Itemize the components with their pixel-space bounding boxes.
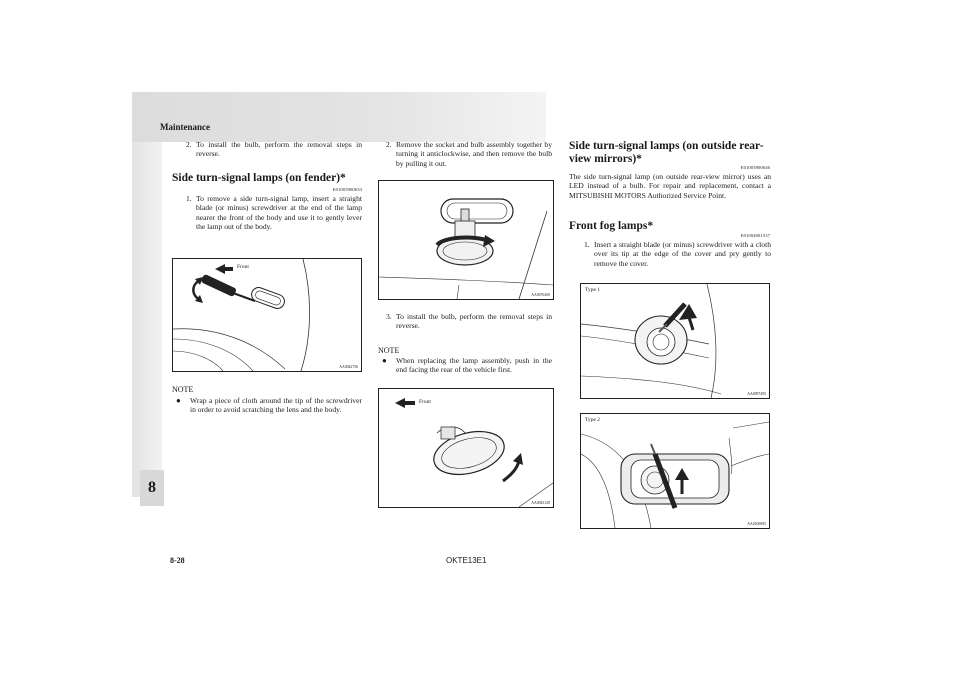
bullet-icon: ● <box>382 356 387 365</box>
chapter-tab: 8 <box>140 470 164 506</box>
section-title: Maintenance <box>160 122 210 132</box>
section-code: E01003900633 <box>332 187 362 192</box>
figure-lamp-install <box>378 388 554 508</box>
note-text: When replacing the lamp assembly, push in the end facing the rear of the vehicle first. <box>396 356 552 375</box>
header-band <box>132 92 546 142</box>
step-number: 1. <box>584 240 590 249</box>
page-number: 8-28 <box>170 556 185 565</box>
mirror-lamp-paragraph: The side turn-signal lamp (on outside rear-view mirror) uses an LED instead of a bulb. For repair and replacement, contact a MITSUBISHI MOTORS Authorized Service Point. <box>569 172 771 200</box>
bullet-icon: ● <box>176 396 181 405</box>
side-band <box>132 142 162 497</box>
figure-fog-type-2 <box>580 413 770 529</box>
left-step-2 <box>186 140 362 159</box>
note-title: NOTE <box>172 385 194 394</box>
middle-note <box>378 356 552 375</box>
heading-side-turn-mirrors: Side turn-signal lamps (on outside rear-view mirrors)* <box>569 140 764 165</box>
front-arrow-icon <box>215 264 233 274</box>
step-text: Remove the socket and bulb assembly together by turning it anticlockwise, and then remove the bulb by pulling it out. <box>396 140 552 168</box>
section-code: E01003900646 <box>740 165 770 170</box>
figure-fog-type-1 <box>580 283 770 399</box>
right-step-1 <box>584 240 771 268</box>
document-code: OKTE13E1 <box>446 556 487 565</box>
figure-code: AA0070260 <box>531 293 550 297</box>
figure-socket-removal <box>378 180 554 300</box>
figure-code: AA0042756 <box>339 365 358 369</box>
front-arrow-icon <box>395 398 415 408</box>
note-title: NOTE <box>378 346 400 355</box>
figure-label: Type 1 <box>585 287 601 293</box>
heading-front-fog-lamps: Front fog lamps* <box>569 220 654 232</box>
left-note <box>172 396 362 415</box>
step-number: 3. <box>386 312 392 321</box>
figure-label: Front <box>237 264 249 270</box>
figure-label: Type 2 <box>585 417 601 423</box>
note-text: Wrap a piece of cloth around the tip of the screwdriver in order to avoid scratching the lens and the body. <box>190 396 362 415</box>
step-text: To install the bulb, perform the removal steps in reverse. <box>196 140 362 159</box>
heading-side-turn-fender: Side turn-signal lamps (on fender)* <box>172 172 346 184</box>
step-text: Insert a straight blade (or minus) screwdriver with a cloth over its tip at the edge of the cover and pry gently to remove the cover. <box>594 240 771 268</box>
step-number: 2. <box>186 140 192 149</box>
figure-code: AA0043128 <box>531 501 550 505</box>
middle-step-3 <box>386 312 552 331</box>
figure-code: AA0100085 <box>747 522 766 526</box>
figure-fender-lamp <box>172 258 362 372</box>
step-number: 2. <box>386 140 392 149</box>
figure-code: AA0097495 <box>747 392 766 396</box>
section-code: E01004001537 <box>740 233 770 238</box>
middle-step-2 <box>386 140 552 168</box>
step-number: 1. <box>186 194 192 203</box>
figure-label: Front <box>419 399 431 405</box>
step-text: To remove a side turn-signal lamp, insert a straight blade (or minus) screwdriver at the end of the lamp nearer the front of the body and use it to gently lever the lamp out of the body. <box>196 194 362 232</box>
left-step-1 <box>186 194 362 232</box>
step-text: To install the bulb, perform the removal steps in reverse. <box>396 312 552 331</box>
